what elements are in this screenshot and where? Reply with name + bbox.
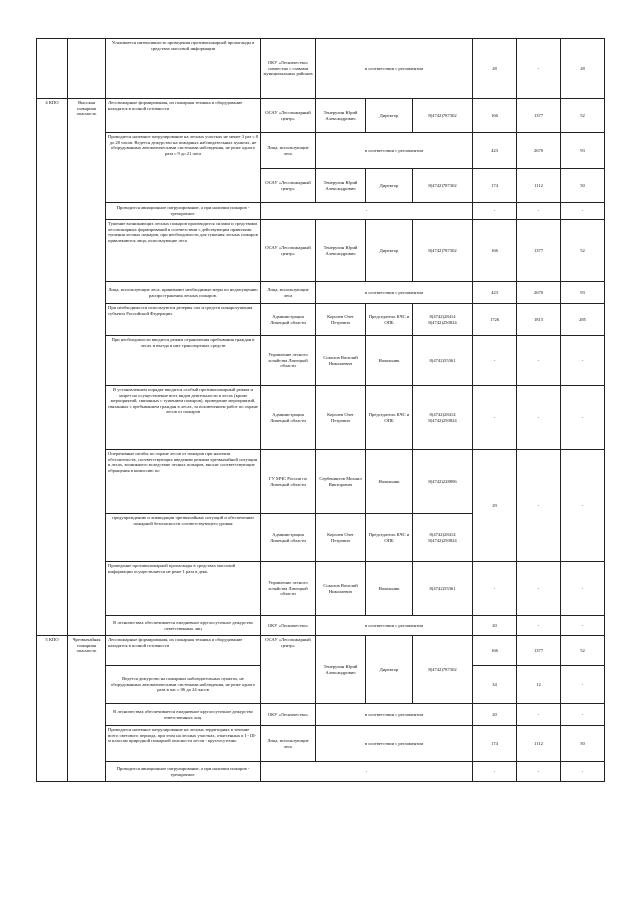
count-cell: 2670 — [517, 133, 561, 169]
table-row — [37, 133, 605, 169]
event-cell: Ведется дежурство на пожарных наблюдательных пунктах, не оборудованных автоматическими системами наблюдения, не реже одного раза в час с 06 до 24 часов — [106, 666, 261, 704]
executor-cell: Администрация Липецкой области — [261, 514, 316, 562]
event-cell: Лесопожарные формирования, их пожарная техника и оборудование находятся в полной готовности — [106, 99, 261, 133]
count-cell: 52 — [561, 636, 605, 666]
phone-cell: 8(4742)28414 8(4742)250824 — [413, 304, 473, 336]
executor-cell: Управление лесного хозяйства Липецкой области — [261, 336, 316, 386]
phone-cell: 8(4742)55361 — [413, 562, 473, 616]
count-cell: - — [517, 203, 561, 220]
table-row — [37, 99, 605, 133]
event-cell: Усиливается интенсивность проведения противопожарной пропаганды в средствах массовой информации — [106, 39, 261, 99]
table-row — [37, 336, 605, 386]
table-row — [37, 726, 605, 762]
responsible-cell: Соколов Василий Николаевич — [316, 562, 366, 616]
event-cell: Лесопожарные формирования, их пожарная техника и оборудование находятся в полной готовности — [106, 636, 261, 666]
event-cell: Проводится наземное патрулирование на лесных территориях в течение всего светового периода, при этом на лесных участках, отнесенных к I - III-м классам природной пожарной опасности лесов - круглосуточно — [106, 726, 261, 762]
phone-cell: 8(4742)28414 8(4742)250824 — [413, 386, 473, 450]
position-cell: Начальник — [366, 562, 413, 616]
table-row — [37, 386, 605, 450]
responsible-cell: в соответствии с регламентом — [316, 133, 473, 169]
count-cell: 28 — [473, 39, 517, 99]
responsible-cell: Тенерулин Юрий Александрович — [316, 99, 366, 133]
responsible-cell: Королев Олег Петрович — [316, 514, 366, 562]
phone-cell: 8(4742)787302 — [413, 636, 473, 704]
count-cell: 1112 — [517, 169, 561, 203]
responsible-cell: в соответствии с регламентом — [316, 726, 473, 762]
count-cell: 29 — [473, 450, 517, 562]
count-cell: 50 — [561, 169, 605, 203]
responsible-cell: Сербенинтов Михаил Викторович — [316, 450, 366, 514]
responsible-cell: Королев Олег Петрович — [316, 304, 366, 336]
executor-cell: ОКУ «Лесничество» — [261, 616, 316, 636]
count-cell: - — [473, 386, 517, 450]
event-cell: Проводится наземное патрулирование на лесных участках не менее 3 раз с 8 до 20 часов. Ведется дежурство на пожарных наблюдательных пунктах, не оборудованных автоматическими системами наблюдения, не реже одного раза с 9 до 21 часа — [106, 133, 261, 203]
count-cell: 423 — [473, 133, 517, 169]
event-cell: При необходимости вводится режим ограничения пребывания граждан в лесах и въезда в них транспортных средств — [106, 336, 261, 386]
count-cell: - — [517, 704, 561, 726]
event-cell: При необходимости используются резервы сил и средств пожаротушения субъекта Российской Федерации. — [106, 304, 261, 336]
stage-name-cell — [68, 39, 106, 99]
count-cell: 2670 — [517, 282, 561, 304]
responsible-cell: в соответствии с регламентом — [316, 39, 473, 99]
count-cell: 93 — [561, 282, 605, 304]
count-cell: - — [561, 762, 605, 782]
count-cell: 20 — [473, 704, 517, 726]
event-cell: В лесничествах обеспечивается ежедневное круглосуточное дежурство ответственных лиц. — [106, 704, 261, 726]
event-cell: В лесничествах обеспечивается ежедневное круглосуточное дежурство ответственных лиц — [106, 616, 261, 636]
position-cell: Директор — [366, 220, 413, 282]
stage-cell: 5 КПО — [37, 636, 68, 782]
count-cell: - — [517, 336, 561, 386]
count-cell: 28 — [561, 39, 605, 99]
executor-cell: ОКУ «Лесничество» — [261, 704, 316, 726]
count-cell: 285 — [561, 304, 605, 336]
table-row — [37, 282, 605, 304]
event-cell: Проведение противопожарной пропаганды в средствах массовой информации осуществляется не реже 1 раза в день — [106, 562, 261, 616]
executor-cell: ОСАУ «Лесопожарный центр» — [261, 220, 316, 282]
event-cell: Оперативные штабы по охране лесов от пожаров при наличии обстоятельств, соответствующих введению режима чрезвычайной ситуации в лесах, возникшего вследствие лесных пожаров, вносят соответствующие обращения в комиссию по — [106, 450, 261, 514]
phone-cell: 8(4742)55361 — [413, 336, 473, 386]
phone-cell: 8(4742)787302 — [413, 220, 473, 282]
phone-cell: 8(4742)787302 — [413, 99, 473, 133]
executor-cell: ОСАУ «Лесопожарный центр» — [261, 169, 316, 203]
table-row — [37, 636, 605, 666]
position-cell: Директор — [366, 99, 413, 133]
count-cell: - — [473, 203, 517, 220]
phone-cell: 8(4742)28414 8(4742)250824 — [413, 514, 473, 562]
count-cell: 93 — [561, 133, 605, 169]
executor-cell: ОСАУ «Лесопожарный центр» — [261, 636, 316, 704]
stage-cell — [37, 39, 68, 99]
responsible-cell: Тенерулин Юрий Александрович — [316, 220, 366, 282]
count-cell: 1726 — [473, 304, 517, 336]
executor-cell: ГУ МЧС России по Липецкой области — [261, 450, 316, 514]
event-cell: Проводится авиационное патрулирование, а при наличии пожаров - трехкратное. — [106, 203, 261, 220]
table-row — [37, 39, 605, 99]
count-cell: - — [517, 450, 561, 562]
stage-name-cell: Чрезвычайная пожарная опасность — [68, 636, 106, 782]
stage-cell: 4 КПО — [37, 99, 68, 636]
phone-cell: 8(4742)787302 — [413, 169, 473, 203]
table-row — [37, 616, 605, 636]
position-cell: Председатель КЧС и ОПБ — [366, 514, 413, 562]
executor-cell: ОКУ «Лесничество» совместно с главами муниципальных районов — [261, 39, 316, 99]
count-cell: - — [473, 762, 517, 782]
executor-cell: Администрация Липецкой области — [261, 304, 316, 336]
table-row — [37, 304, 605, 336]
count-cell: - — [561, 386, 605, 450]
table-row — [37, 450, 605, 514]
executor-cell: Управление лесного хозяйства Липецкой области — [261, 562, 316, 616]
table-row — [37, 220, 605, 282]
event-cell: В установленном порядке вводится особый противопожарный режим и запрет на осуществление всех видов деятельности в лесах (кроме мероприятий, связанных с тушением пожаров), проведение мероприятий, связанных с пребыванием граждан в лесах, за исключением работ по охране лесов от пожаров — [106, 386, 261, 450]
count-cell: 20 — [473, 616, 517, 636]
executor-cell: Лица, использующие лесь — [261, 726, 316, 762]
position-cell: Директор — [366, 169, 413, 203]
count-cell: - — [561, 450, 605, 562]
count-cell: 166 — [473, 220, 517, 282]
responsible-cell: Тенерулин Юрий Александрович — [316, 636, 366, 704]
fire-plan-table — [36, 38, 605, 782]
executor-cell: Администрация Липецкой области — [261, 386, 316, 450]
count-cell: 174 — [473, 169, 517, 203]
count-cell: 423 — [473, 282, 517, 304]
count-cell: - — [517, 616, 561, 636]
executor-cell: ОСАУ «Лесопожарный центр» — [261, 99, 316, 133]
responsible-cell: - — [261, 203, 473, 220]
count-cell: 1377 — [517, 220, 561, 282]
count-cell: - — [473, 336, 517, 386]
event-cell: Лица, использующие леса, принимают необходимые меры по недопущению распространения лесных пожаров. — [106, 282, 261, 304]
count-cell: - — [561, 203, 605, 220]
executor-cell: Лица, использующие лесь — [261, 133, 316, 169]
event-cell: Проводится авиационное патрулирование, а при наличии пожаров - трехкратное. — [106, 762, 261, 782]
count-cell: - — [561, 704, 605, 726]
count-cell: 52 — [561, 99, 605, 133]
count-cell: 1377 — [517, 99, 561, 133]
position-cell: Начальник — [366, 450, 413, 514]
responsible-cell: в соответствии с регламентом — [316, 282, 473, 304]
position-cell: Начальник — [366, 336, 413, 386]
count-cell: - — [561, 666, 605, 704]
responsible-cell: Соколов Василий Николаевич — [316, 336, 366, 386]
count-cell: - — [561, 616, 605, 636]
responsible-cell: Королев Олег Петрович — [316, 386, 366, 450]
count-cell: 1815 — [517, 304, 561, 336]
count-cell: - — [473, 562, 517, 616]
count-cell: - — [517, 562, 561, 616]
position-cell: Директор — [366, 636, 413, 704]
table-row — [37, 762, 605, 782]
count-cell: - — [561, 336, 605, 386]
responsible-cell: в соответствии с регламентом — [316, 616, 473, 636]
count-cell: 52 — [561, 220, 605, 282]
executor-cell: Лица, использующие леса — [261, 282, 316, 304]
responsible-cell: - — [261, 762, 473, 782]
count-cell: - — [517, 386, 561, 450]
table-row — [37, 562, 605, 616]
count-cell: 1112 — [517, 726, 561, 762]
count-cell: 174 — [473, 726, 517, 762]
responsible-cell: в соответствии с регламентом — [316, 704, 473, 726]
event-cell: предупреждению и ликвидации чрезвычайных ситуаций и обеспечению пожарной безопасности соответствующего уровня — [106, 514, 261, 562]
count-cell: - — [561, 562, 605, 616]
count-cell: 166 — [473, 99, 517, 133]
responsible-cell: Тенерулин Юрий Александрович — [316, 169, 366, 203]
event-cell: Тушение возникающих лесных пожаров производится силами и средствами лесопожарных формирований в соответствии с действующим правилами тушения лесных пожаров, при необходимости для тушения лесных пожаров привлекаются лица, использующие леса — [106, 220, 261, 282]
count-cell: 50 — [561, 726, 605, 762]
position-cell: Председатель КЧС и ОПБ — [366, 386, 413, 450]
stage-name-cell: Высокая пожарная опасность — [68, 99, 106, 636]
count-cell: 1377 — [517, 636, 561, 666]
count-cell: 34 — [473, 666, 517, 704]
position-cell: Председатель КЧС и ОПБ — [366, 304, 413, 336]
phone-cell: 8(4742)228806 — [413, 450, 473, 514]
count-cell: - — [517, 39, 561, 99]
count-cell: - — [517, 762, 561, 782]
count-cell: 12 — [517, 666, 561, 704]
table-row — [37, 704, 605, 726]
table-row — [37, 203, 605, 220]
count-cell: 166 — [473, 636, 517, 666]
